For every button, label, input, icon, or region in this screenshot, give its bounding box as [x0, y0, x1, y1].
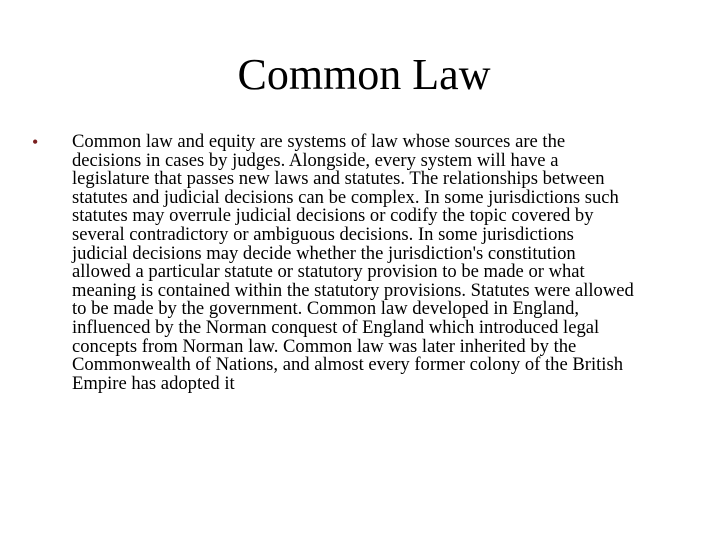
bullet-text — [72, 133, 692, 393]
text-line: several contradictory or ambiguous decisions. In some jurisdictions — [72, 223, 574, 245]
text-line: legislature that passes new laws and statutes. The relationships between — [72, 168, 605, 190]
text-line: concepts from Norman law. Common law was later inherited by the — [72, 335, 577, 357]
bullet-list — [32, 133, 692, 393]
text-line: influenced by the Norman conquest of England which introduced legal — [72, 316, 600, 338]
text-line: judicial decisions may decide whether the jurisdiction's constitution — [72, 242, 576, 264]
text-line: statutes may overrule judicial decisions or codify the topic covered by — [72, 205, 594, 227]
text-line: Common law and equity are systems of law whose sources are the — [72, 131, 566, 152]
text-line: decisions in cases by judges. Alongside, every system will have a — [72, 149, 559, 171]
text-line: Empire has adopted it — [72, 372, 235, 394]
text-line: statutes and judicial decisions can be complex. In some jurisdictions such — [72, 186, 619, 208]
bullet-item — [32, 133, 692, 393]
bullet-dot-icon: • — [32, 132, 39, 152]
text-line: allowed a particular statute or statutory provision to be made or what — [72, 261, 585, 283]
text-line: meaning is contained within the statutory provisions. Statutes were allowed — [72, 279, 634, 301]
text-line: Commonwealth of Nations, and almost every former colony of the British — [72, 354, 623, 376]
text-line: to be made by the government. Common law developed in England, — [72, 298, 580, 320]
slide-title: Common Law — [237, 50, 491, 99]
